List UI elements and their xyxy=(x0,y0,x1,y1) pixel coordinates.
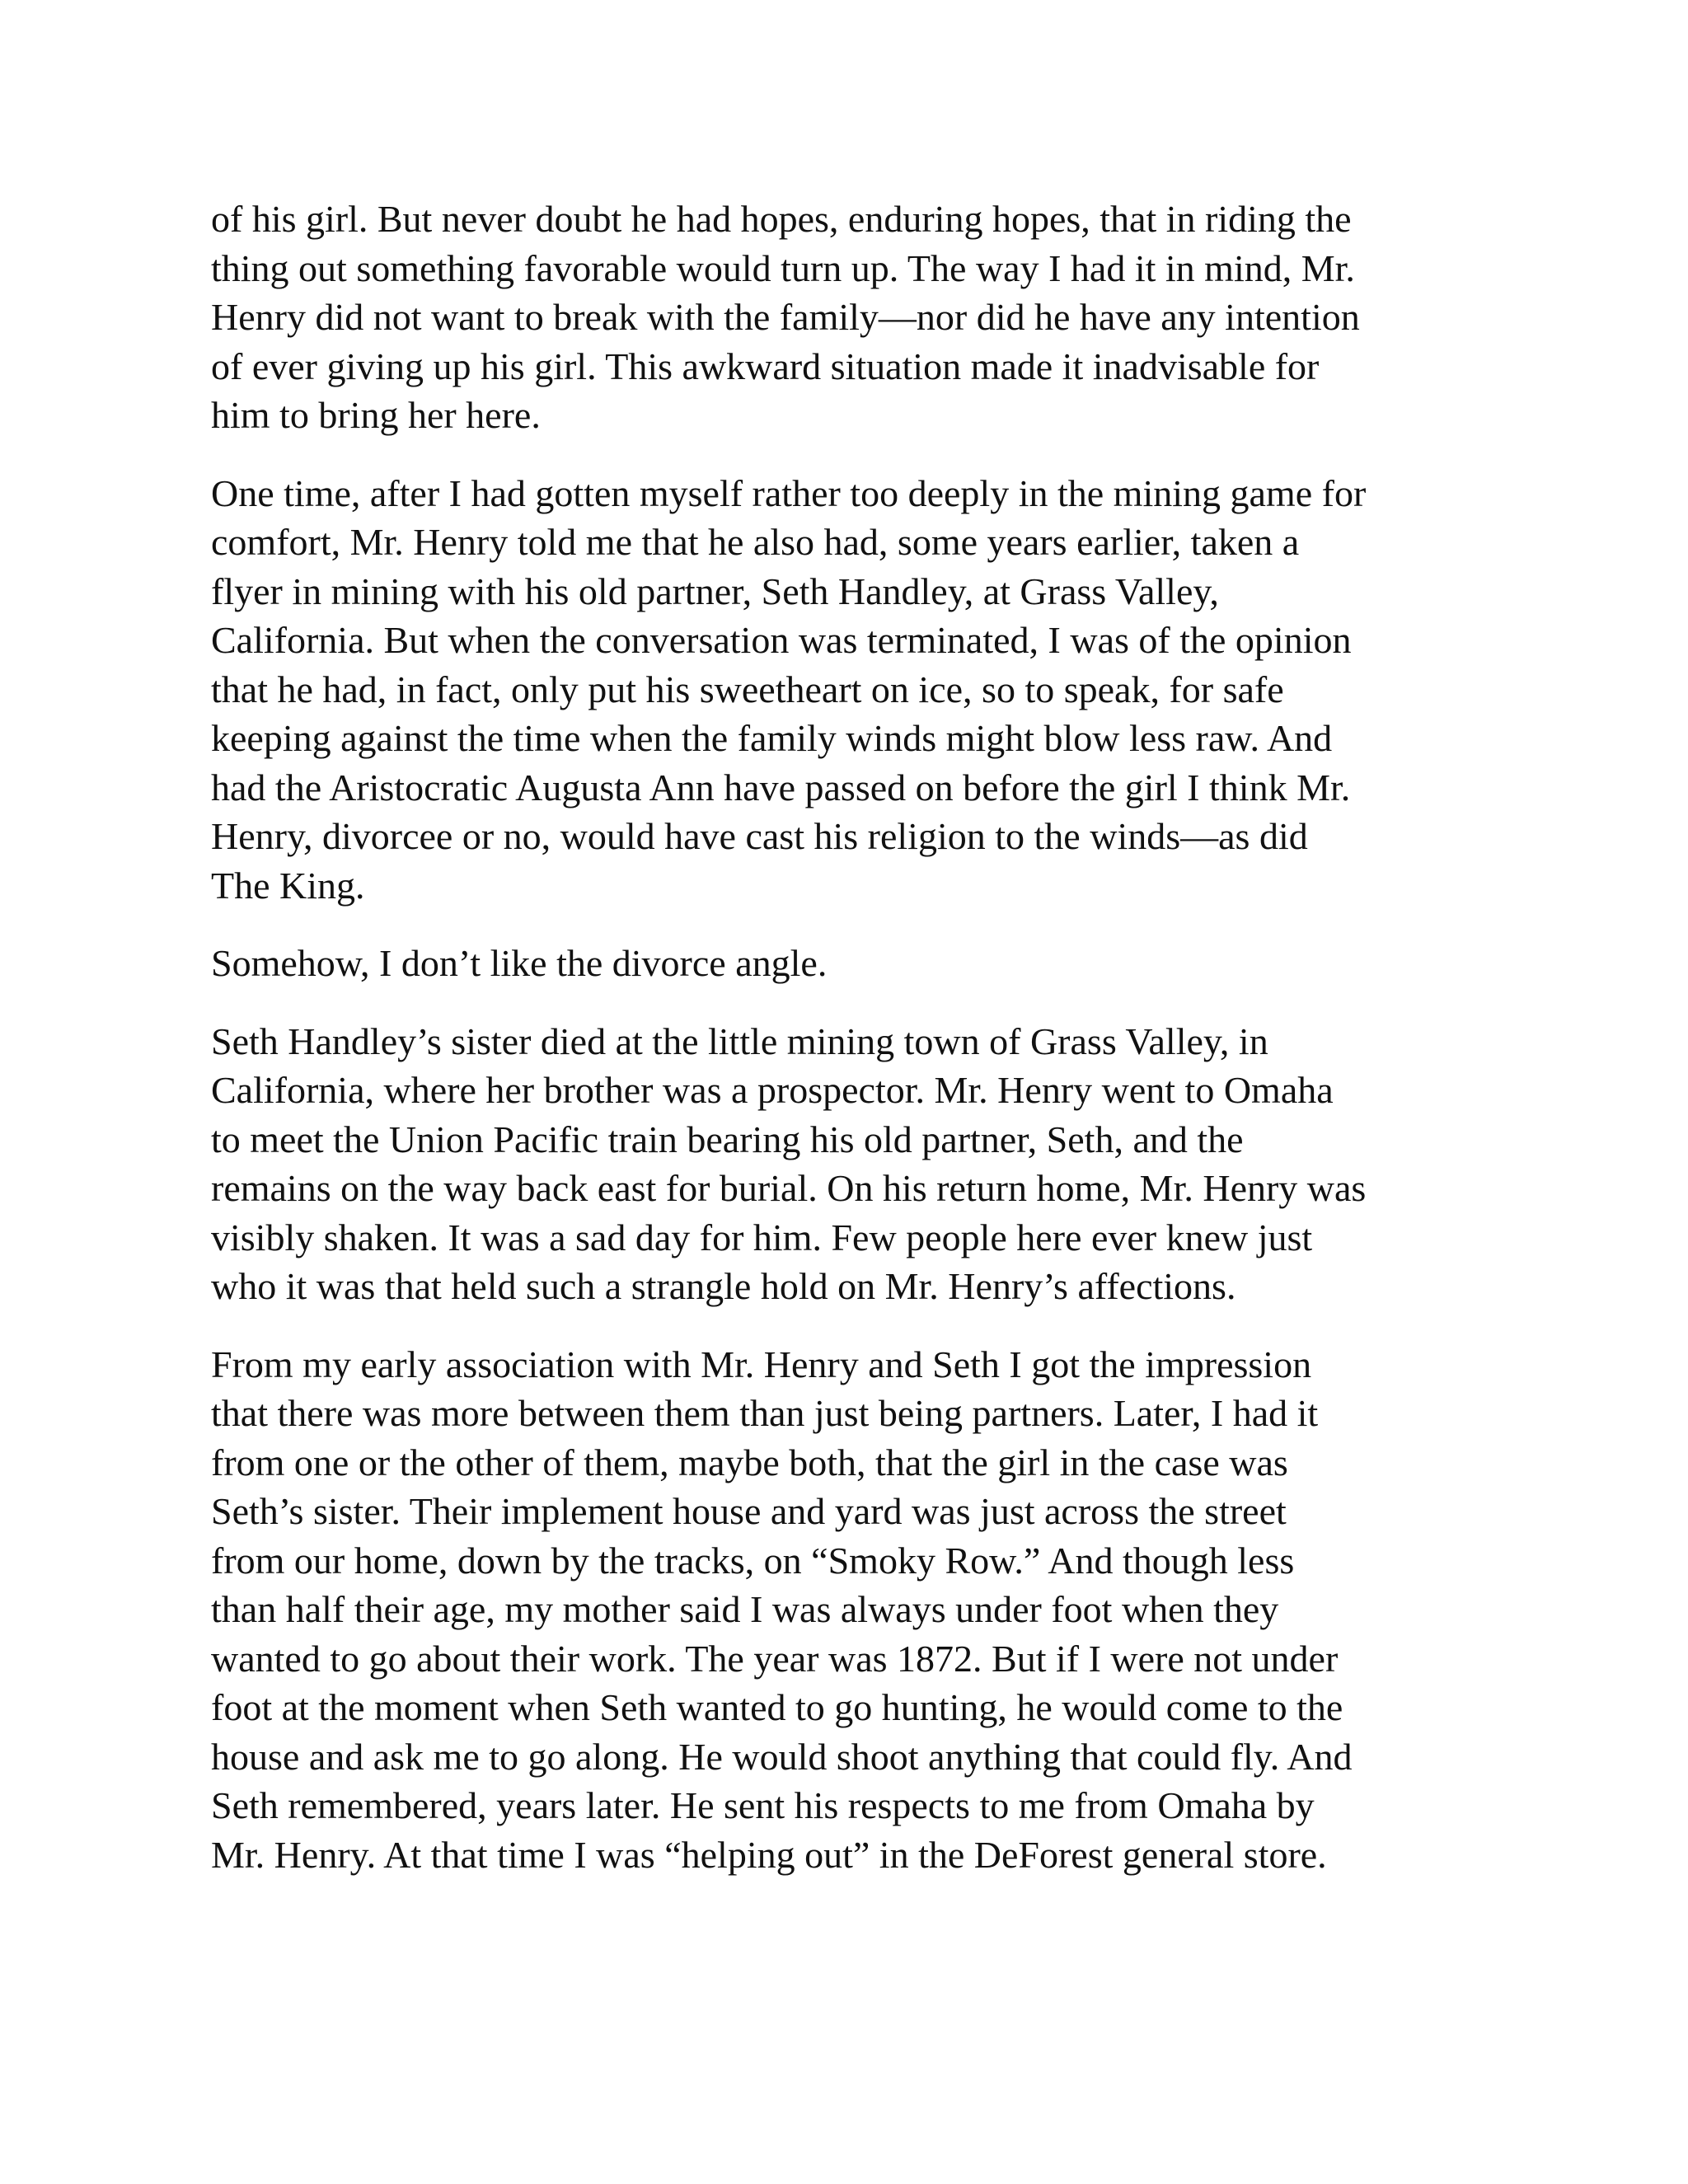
text-line: flyer in mining with his old partner, Seth Handley, at Grass Valley, xyxy=(211,569,1219,612)
paragraph-2 xyxy=(211,469,1497,911)
text-line: from our home, down by the tracks, on “Smoky Row.” And though less xyxy=(211,1539,1295,1582)
paragraph-5 xyxy=(211,1340,1497,1880)
text-line: of his girl. But never doubt he had hopes, enduring hopes, that in riding the xyxy=(211,198,1352,240)
text-line: One time, after I had gotten myself rather too deeply in the mining game for xyxy=(211,471,1367,514)
text-line: house and ask me to go along. He would shoot anything that could fly. And xyxy=(211,1735,1353,1778)
text-line: Henry did not want to break with the family—nor did he have any intention xyxy=(211,296,1360,338)
text-line: than half their age, my mother said I was always under foot when they xyxy=(211,1588,1279,1630)
text-line: Somehow, I don’t like the divorce angle. xyxy=(211,942,828,984)
text-line: to meet the Union Pacific train bearing his old partner, Seth, and the xyxy=(211,1118,1244,1160)
paragraph-3 xyxy=(211,939,1497,988)
text-line: had the Aristocratic Augusta Ann have passed on before the girl I think Mr. xyxy=(211,766,1351,808)
text-line: keeping against the time when the family winds might blow less raw. And xyxy=(211,717,1333,759)
text-line: visibly shaken. It was a sad day for him. Few people here ever knew just xyxy=(211,1216,1313,1258)
document-page xyxy=(211,194,1497,1879)
text-line: who it was that held such a strangle hold on Mr. Henry’s affections. xyxy=(211,1265,1236,1307)
text-line: comfort, Mr. Henry told me that he also had, some years earlier, taken a xyxy=(211,521,1300,563)
text-line: him to bring her here. xyxy=(211,394,541,436)
text-line: remains on the way back east for burial. On his return home, Mr. Henry was xyxy=(211,1167,1367,1209)
text-line: California. But when the conversation was terminated, I was of the opinion xyxy=(211,619,1352,661)
text-line: The King. xyxy=(211,864,365,907)
text-line: Mr. Henry. At that time I was “helping out” in the DeForest general store. xyxy=(211,1833,1327,1876)
paragraph-4 xyxy=(211,1017,1497,1311)
text-line: wanted to go about their work. The year was 1872. But if I were not under xyxy=(211,1637,1339,1680)
text-line: thing out something favorable would turn up. The way I had it in mind, Mr. xyxy=(211,246,1355,289)
text-line: From my early association with Mr. Henry and Seth I got the impression xyxy=(211,1343,1312,1385)
text-line: that he had, in fact, only put his sweetheart on ice, so to speak, for safe xyxy=(211,668,1284,710)
text-line: Seth’s sister. Their implement house and yard was just across the street xyxy=(211,1490,1287,1532)
text-line: Seth remembered, years later. He sent his respects to me from Omaha by xyxy=(211,1784,1315,1826)
text-line: Seth Handley’s sister died at the little mining town of Grass Valley, in xyxy=(211,1019,1268,1062)
text-line: foot at the moment when Seth wanted to go hunting, he would come to the xyxy=(211,1686,1343,1728)
text-line: California, where her brother was a prospector. Mr. Henry went to Omaha xyxy=(211,1069,1334,1111)
paragraph-1 xyxy=(211,194,1497,440)
text-line: Henry, divorcee or no, would have cast his religion to the winds—as did xyxy=(211,815,1308,857)
text-line: of ever giving up his girl. This awkward situation made it inadvisable for xyxy=(211,344,1320,387)
text-line: that there was more between them than just being partners. Later, I had it xyxy=(211,1392,1319,1434)
text-line: from one or the other of them, maybe both, that the girl in the case was xyxy=(211,1441,1288,1483)
